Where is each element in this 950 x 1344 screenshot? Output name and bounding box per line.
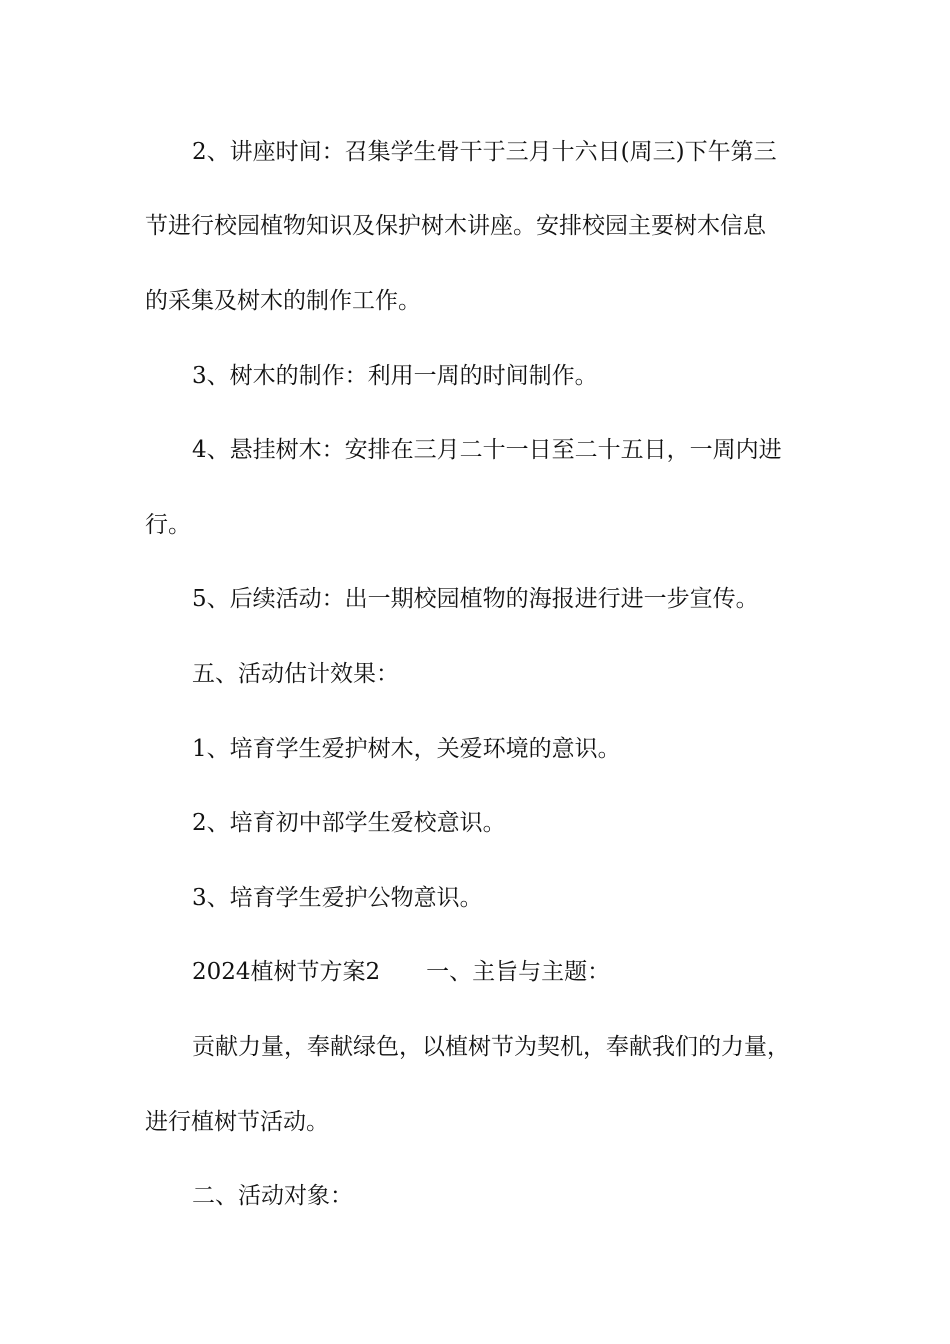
effect-item-2: 2、培育初中部学生爱校意识。 (192, 810, 506, 836)
paragraph-lecture-time-cont2: 的采集及树木的制作工作。 (145, 288, 421, 314)
paragraph-hanging-signs-cont: 行。 (145, 512, 191, 538)
paragraph-lecture-time: 2、讲座时间：召集学生骨干于三月十六日(周三)下午第三 (192, 139, 777, 165)
plan-2-heading: 2024植树节方案2 一、主旨与主题： (192, 959, 611, 985)
effect-item-3: 3、培育学生爱护公物意识。 (192, 885, 483, 911)
paragraph-lecture-time-cont: 节进行校园植物知识及保护树木讲座。安排校园主要树木信息 (145, 213, 766, 239)
paragraph-hanging-signs: 4、悬挂树木：安排在三月二十一日至二十五日，一周内进 (192, 437, 782, 463)
section-heading-expected-effect: 五、活动估计效果： (192, 661, 399, 687)
section-heading-activity-target: 二、活动对象： (192, 1183, 353, 1209)
effect-item-1: 1、培育学生爱护树木，关爱环境的意识。 (192, 736, 621, 762)
paragraph-theme-cont: 进行植树节活动。 (145, 1109, 329, 1135)
paragraph-making-signs: 3、树木的制作：利用一周的时间制作。 (192, 363, 598, 389)
paragraph-follow-up: 5、后续活动：出一期校园植物的海报进行进一步宣传。 (192, 586, 759, 612)
paragraph-theme: 贡献力量，奉献绿色，以植树节为契机，奉献我们的力量， (192, 1034, 790, 1060)
